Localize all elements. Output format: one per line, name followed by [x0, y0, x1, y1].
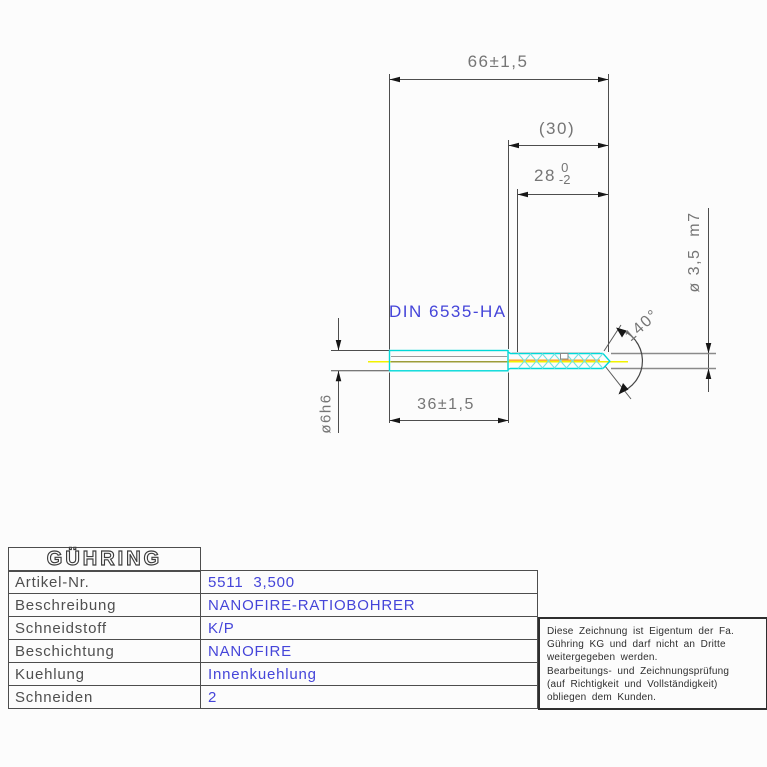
row-label: Kuehlung — [9, 663, 201, 685]
row-label: Beschreibung — [9, 594, 201, 616]
note-line: (auf Richtigkeit und Vollständigkeit) — [547, 678, 718, 690]
row-value: 5511 3,500 — [208, 573, 295, 591]
note-line: weitergegeben werden. — [547, 652, 658, 664]
logo-cell — [8, 547, 201, 572]
shank-diameter-label: ø6h6 — [317, 393, 335, 434]
table-row — [9, 617, 537, 640]
row-label: Schneiden — [9, 686, 201, 708]
guehring-logo: GÜHRING — [46, 548, 163, 570]
drill-shank — [390, 351, 509, 371]
row-value: NANOFIRE — [208, 642, 292, 660]
note-line: Diese Zeichnung ist Eigentum der Fa. — [547, 626, 735, 637]
flute-length-dim — [534, 160, 571, 187]
note-line: obliegen dem Kunden. — [547, 692, 657, 704]
drill-point — [603, 354, 610, 369]
extension-lines — [331, 74, 716, 433]
flute-length-label: 28 — [534, 166, 556, 185]
row-label: Schneidstoff — [9, 617, 201, 639]
neck-bottom — [508, 369, 518, 370]
point-angle-label: 140° — [621, 306, 663, 346]
tolerance-lower: -2 — [558, 172, 571, 187]
table-row — [9, 686, 537, 708]
table-row — [9, 640, 537, 663]
row-value: Innenkuehlung — [208, 665, 317, 683]
cutting-diameter-label: ø 3,5 m7 — [686, 211, 703, 293]
centerline — [368, 353, 628, 362]
reference-length-label: (30) — [538, 119, 576, 138]
row-value: 2 — [208, 688, 218, 706]
chip-breaker-mark — [561, 354, 569, 360]
overall-length-label: 66±1,5 — [467, 52, 529, 71]
ownership-note — [538, 617, 767, 710]
row-label: Beschichtung — [9, 640, 201, 662]
row-value: NANOFIRE-RATIOBOHRER — [208, 596, 416, 614]
row-label: Artikel-Nr. — [9, 571, 201, 593]
table-row — [9, 594, 537, 617]
part-table — [8, 570, 538, 709]
table-row — [9, 663, 537, 686]
row-value: K/P — [208, 619, 235, 637]
shank-length-label: 36±1,5 — [417, 396, 475, 413]
tolerance-stack — [559, 162, 571, 186]
tolerance-upper: 0 — [561, 160, 569, 175]
shank-standard-label: DIN 6535-HA — [389, 302, 507, 321]
note-line: Bearbeitungs- und Zeichnungsprüfung — [547, 665, 730, 677]
note-line: Gühring KG und darf nicht an Dritte — [547, 639, 726, 651]
table-row — [9, 571, 537, 594]
